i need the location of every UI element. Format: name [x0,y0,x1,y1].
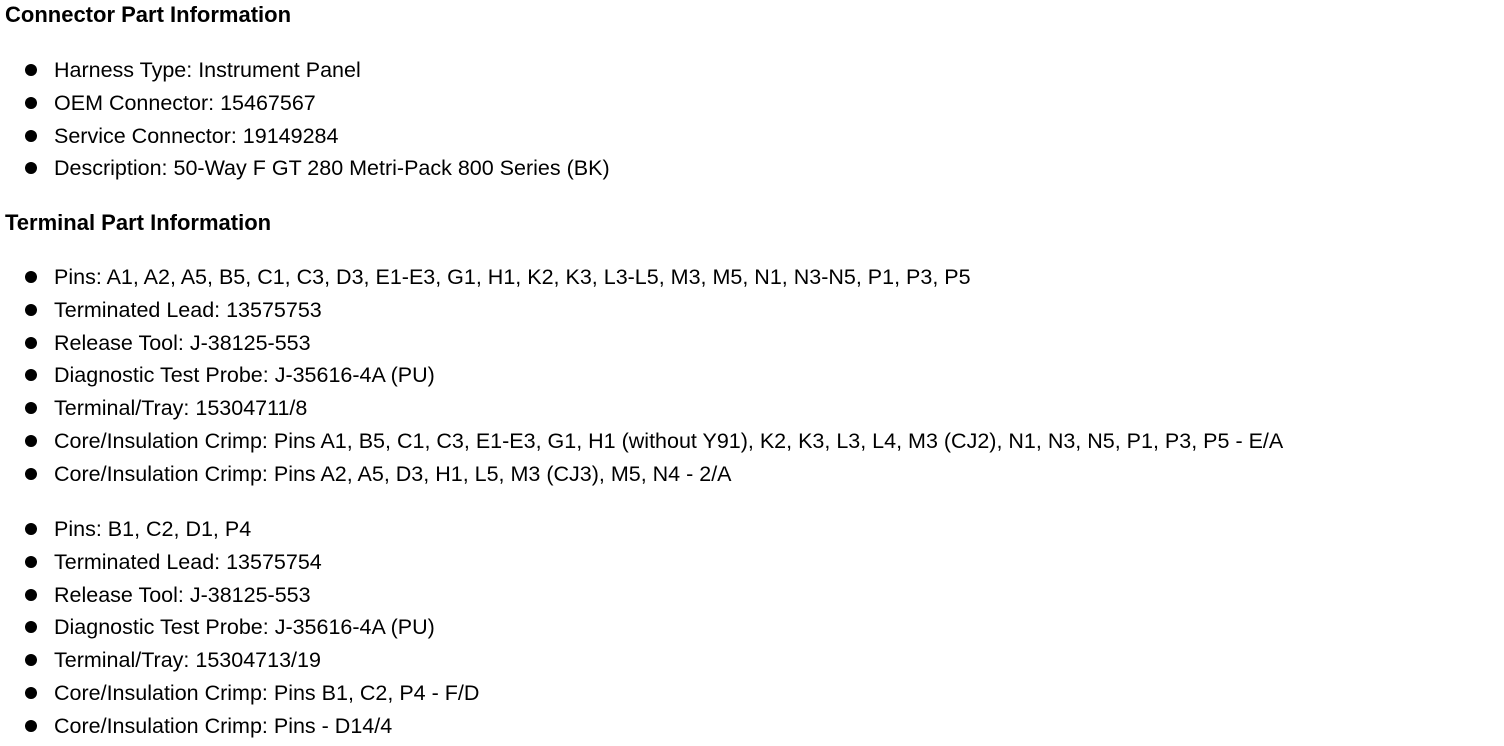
list-item-text: Core/Insulation Crimp: Pins A2, A5, D3, H1, L5, M3 (CJ3), M5, N4 - 2/A [54,461,732,486]
bullet-icon [25,468,37,480]
list-item-text: Pins: A1, A2, A5, B5, C1, C3, D3, E1-E3, G1, H1, K2, K3, L3-L5, M3, M5, N1, N3-N5, P1, P3, P5 [54,265,971,289]
list-item-text: Release Tool: J-38125-553 [54,582,311,607]
list-item-text: Release Tool: J-38125-553 [54,330,311,355]
bullet-icon [25,337,37,349]
list-item-text: OEM Connector: 15467567 [54,90,316,115]
bullet-icon [25,435,37,447]
list-item-text: Diagnostic Test Probe: J-35616-4A (PU) [54,615,435,640]
list-item-text: Terminal/Tray: 15304711/8 [54,396,308,421]
bullet-icon [25,64,37,76]
bullet-icon [25,97,37,109]
bullet-icon [25,162,37,174]
list-item-text: Pins: B1, C2, D1, P4 [54,517,252,541]
bullet-icon [25,304,37,316]
list-item-text: Harness Type: Instrument Panel [54,58,361,82]
terminal-heading: Terminal Part Information [5,210,272,235]
bullet-icon [25,589,37,601]
list-item-text: Description: 50-Way F GT 280 Metri-Pack 800 Series (BK) [54,156,610,181]
list-item-text: Core/Insulation Crimp: Pins - D14/4 [54,713,393,738]
bullet-icon [25,654,37,666]
list-item-text: Core/Insulation Crimp: Pins B1, C2, P4 - F/D [54,680,480,705]
bullet-icon [25,271,37,283]
bullet-icon [25,621,37,633]
bullet-icon [25,402,37,414]
list-item-text: Core/Insulation Crimp: Pins A1, B5, C1, C3, E1-E3, G1, H1 (without Y91), K2, K3, L3, L4, M3 (CJ2), N1, N3, N5, P1, P3, P5 - E/A [54,428,1284,453]
list-item-text: Terminated Lead: 13575753 [54,297,322,322]
bullet-icon [25,369,37,381]
list-item-text: Service Connector: 19149284 [54,123,339,148]
list-item-text: Terminal/Tray: 15304713/19 [54,648,321,673]
connector-heading: Connector Part Information [5,2,292,27]
bullet-icon [25,720,37,732]
bullet-icon [25,687,37,699]
bullet-icon [25,523,37,535]
bullet-icon [25,556,37,568]
list-item-text: Terminated Lead: 13575754 [54,549,322,574]
list-item-text: Diagnostic Test Probe: J-35616-4A (PU) [54,363,435,388]
bullet-icon [25,130,37,142]
